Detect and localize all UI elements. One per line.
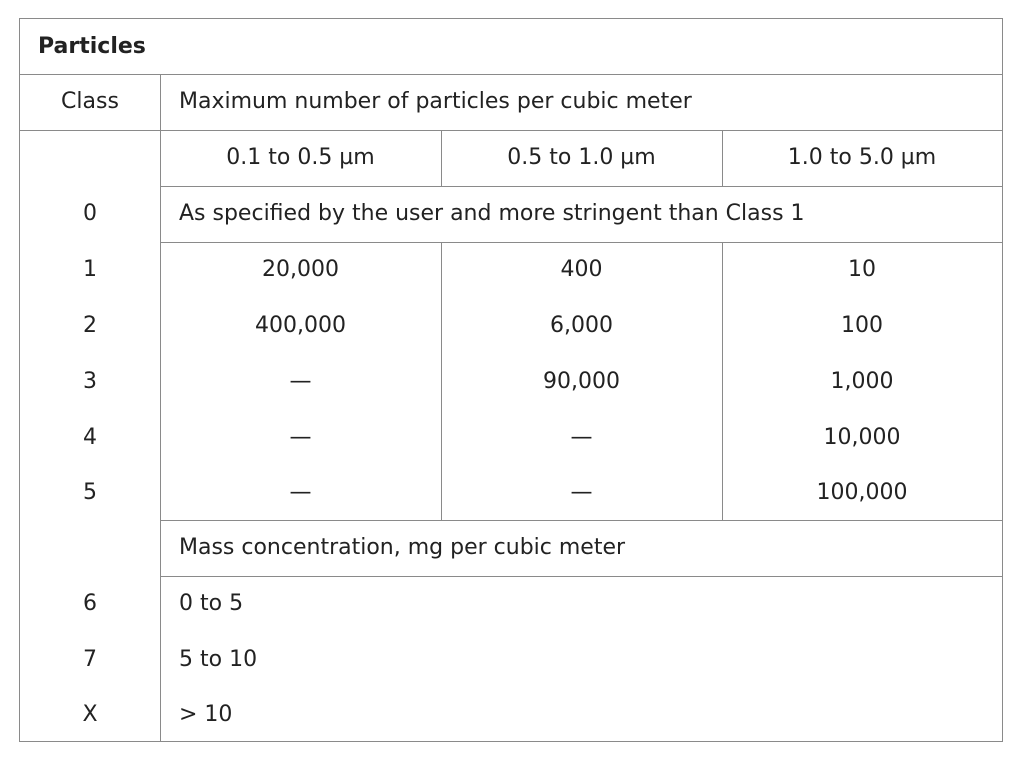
class-5: 5 bbox=[83, 480, 97, 505]
class-2-value-2: 6,000 bbox=[550, 313, 613, 338]
class-3-value-1: — bbox=[289, 369, 312, 394]
class-4-value-3: 10,000 bbox=[823, 425, 901, 450]
max-particles-header: Maximum number of particles per cubic meter bbox=[179, 89, 692, 114]
class-5-value-3: 100,000 bbox=[816, 480, 908, 505]
class-4-value-2: — bbox=[570, 425, 593, 450]
class-0: 0 bbox=[83, 201, 97, 226]
class-3: 3 bbox=[83, 369, 97, 394]
class-2: 2 bbox=[83, 313, 97, 338]
size-range-1: 0.1 to 0.5 µm bbox=[226, 145, 375, 170]
class-4-value-1: — bbox=[289, 425, 312, 450]
class-x-value: > 10 bbox=[179, 701, 233, 727]
class-1-value-1: 20,000 bbox=[262, 257, 339, 282]
class-3-value-3: 1,000 bbox=[830, 369, 894, 394]
class-3-value-2: 90,000 bbox=[543, 369, 620, 394]
class-0-description: As specified by the user and more stringent than Class 1 bbox=[179, 201, 805, 226]
class-2-value-1: 400,000 bbox=[255, 313, 346, 338]
class-7-value: 5 to 10 bbox=[179, 647, 258, 672]
class-7: 7 bbox=[83, 647, 97, 672]
class-x: X bbox=[82, 701, 98, 727]
class-1-value-3: 10 bbox=[848, 257, 876, 282]
class-header: Class bbox=[61, 89, 119, 114]
class-1-value-2: 400 bbox=[560, 257, 603, 282]
class-6: 6 bbox=[83, 591, 97, 616]
size-range-2: 0.5 to 1.0 µm bbox=[507, 145, 656, 170]
class-2-value-3: 100 bbox=[841, 313, 883, 338]
mass-concentration-header: Mass concentration, mg per cubic meter bbox=[179, 535, 626, 560]
table-title: Particles bbox=[38, 33, 146, 59]
particles-table bbox=[19, 18, 1003, 742]
class-6-value: 0 to 5 bbox=[179, 591, 244, 616]
class-4: 4 bbox=[83, 425, 97, 450]
class-1: 1 bbox=[83, 257, 97, 282]
size-range-3: 1.0 to 5.0 µm bbox=[787, 145, 937, 170]
class-5-value-2: — bbox=[570, 480, 593, 505]
class-5-value-1: — bbox=[289, 480, 312, 505]
